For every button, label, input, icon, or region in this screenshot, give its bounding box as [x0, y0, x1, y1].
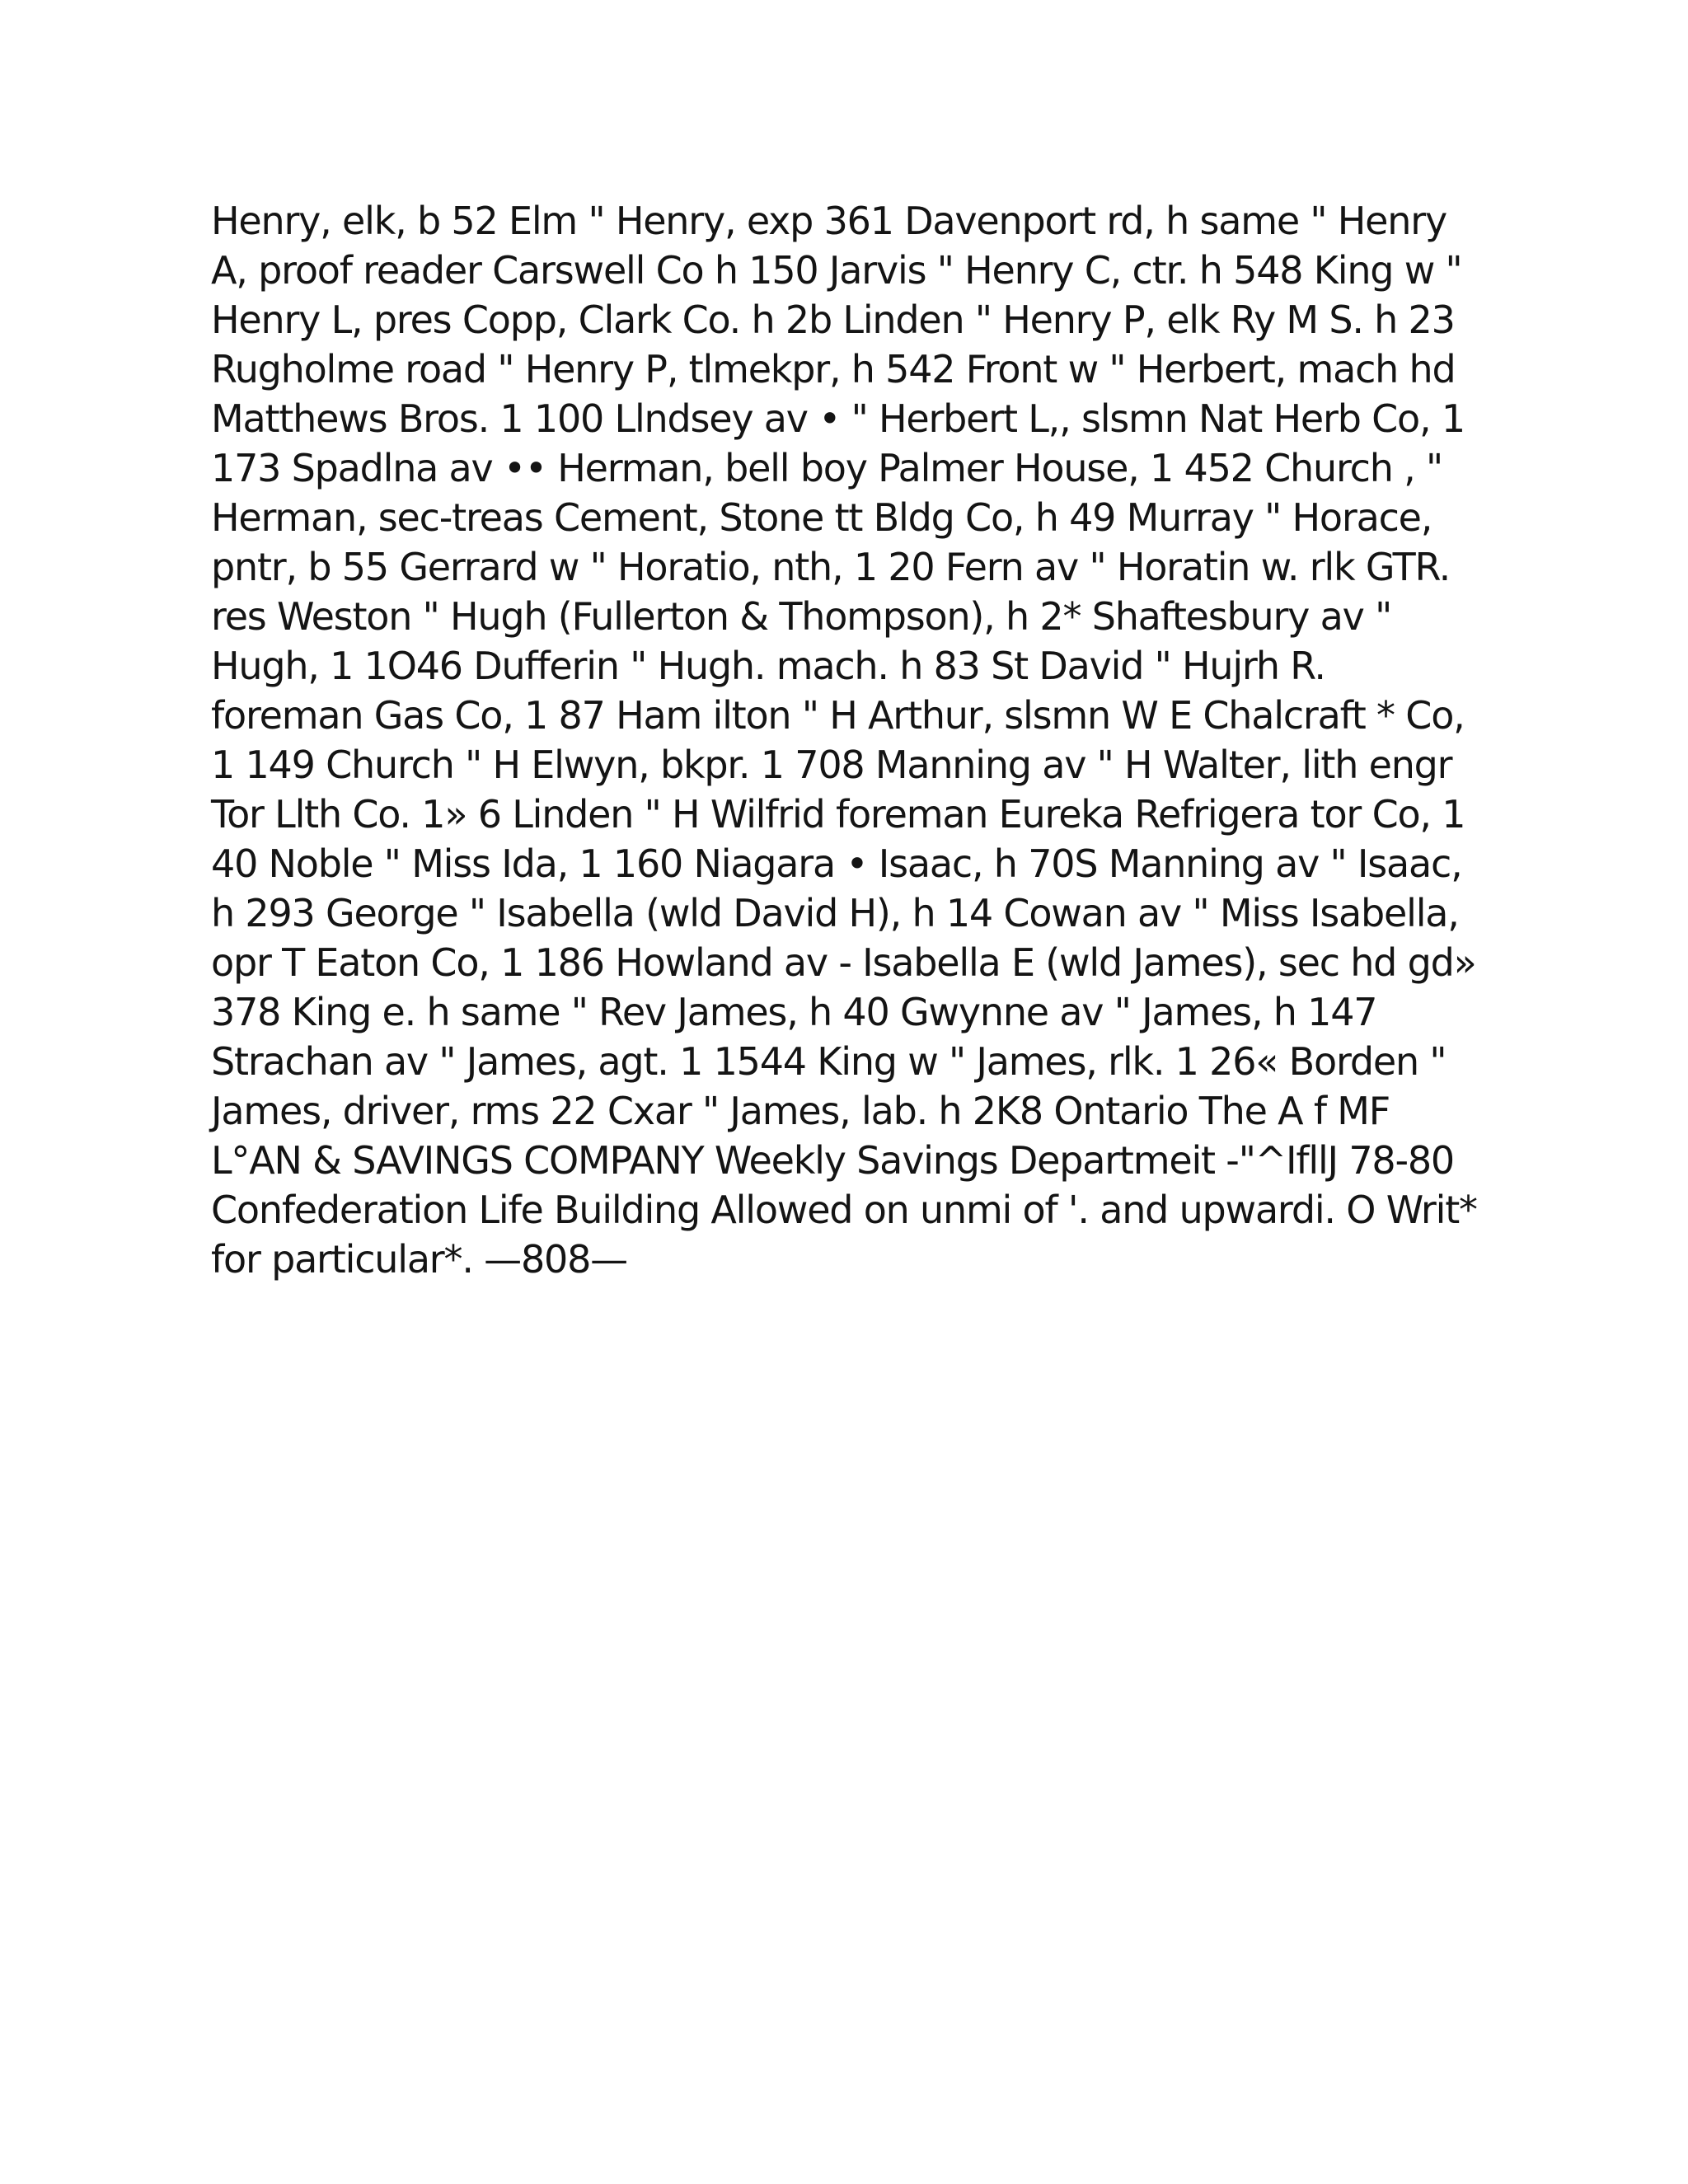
directory-text-block: Henry, elk, b 52 Elm " Henry, exp 361 Davenport rd, h same " Henry A, proof reader Carswell Co h 150 Jarvis " Henry C, ctr. h 548 King w " Henry L, pres Copp, Clark Co. h 2b Linden " Henry P, elk Ry M S. h 23 Rugholme road " Henry P, tlmekpr, h 542 Front w " Herbert, mach hd Matthews Bros. 1 100 Llndsey av • " Herbert L,, slsmn Nat Herb Co, 1 173 Spadlna av •• Herman, bell boy Palmer House, 1 452 Church , " Herman, sec-treas Cement, Stone tt Bldg Co, h 49 Murray " Horace, pntr, b 55 Gerrard w " Horatio, nth, 1 20 Fern av " Horatin w. rlk GTR. res Weston " Hugh (Fullerton & Thompson), h 2* Shaftesbury av " Hugh, 1 1O46 Dufferin " Hugh. mach. h 83 St David " Hujrh R. foreman Gas Co, 1 87 Ham ilton " H Arthur, slsmn W E Chalcraft * Co, 1 149 Church " H Elwyn, bkpr. 1 708 Manning av " H Walter, lith engr Tor Llth Co. 1» 6 Linden " H Wilfrid foreman Eureka Refrigera tor Co, 1 40 Noble " Miss Ida, 1 160 Niagara • Isaac, h 70S Manning av " Isaac, h 293 George " Isabella (wld David H), h 14 Cowan av " Miss Isabella, opr T Eaton Co, 1 186 Howland av - Isabella E (wld James), sec hd gd» 378 King e. h same " Rev James, h 40 Gwynne av " James, h 147 Strachan av " James, agt. 1 1544 King w " James, rlk. 1 26« Borden " James, driver, rms 22 Cxar " James, lab. h 2K8 Ontario The A f MF L°AN & SAVINGS COMPANY Weekly Savings Departmeit -"^IfllJ 78-80 Confederation Life Building Allowed on unmi of '. and upwardi. O Writ* for particular*. —808—: [211, 199, 1477, 1282]
